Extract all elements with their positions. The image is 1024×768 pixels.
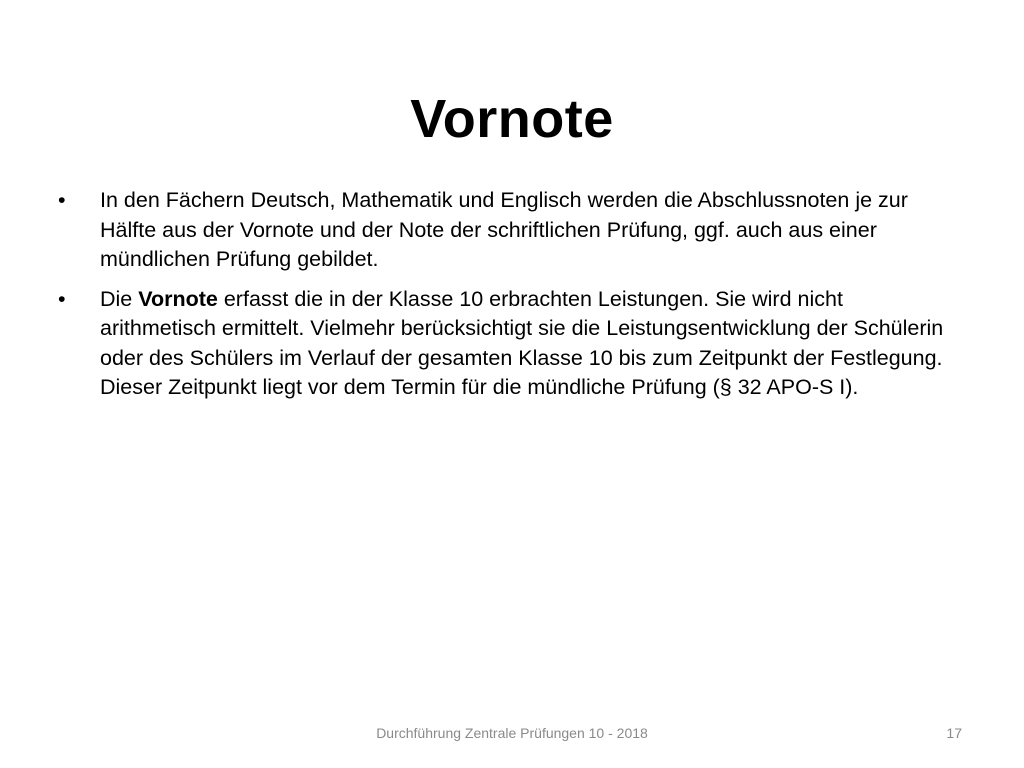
bullet-icon: •	[58, 286, 66, 311]
bullet-text: In den Fächern Deutsch, Mathematik und Englisch werden die Abschlussnoten je zur Hälfte aus der Vornote und der Note der schriftlichen Prüfung, ggf. auch aus einer mündlichen Prüfung gebildet.	[100, 188, 908, 271]
bullet-list	[56, 186, 956, 413]
bullet-item	[56, 186, 956, 275]
slide-number: 17	[946, 725, 962, 741]
bullet-text-bold: Vornote	[138, 286, 218, 311]
footer-text: Durchführung Zentrale Prüfungen 10 - 2018	[376, 725, 648, 741]
bullet-item	[56, 285, 956, 403]
bullet-text-suffix: erfasst die in der Klasse 10 erbrachten Leistungen. Sie wird nicht arithmetisch ermittelt. Vielmehr berücksichtigt sie die Leistungsentwicklung der Schülerin oder des Schülers im Verlauf der gesamten Klasse 10 bis zum Zeitpunkt der Festlegung. Dieser Zeitpunkt liegt vor dem Termin für die mündliche Prüfung (§ 32 APO-S I).	[100, 286, 944, 399]
bullet-icon: •	[58, 188, 66, 212]
bullet-text-prefix: Die	[100, 286, 139, 311]
slide-title: Vornote	[410, 89, 614, 149]
